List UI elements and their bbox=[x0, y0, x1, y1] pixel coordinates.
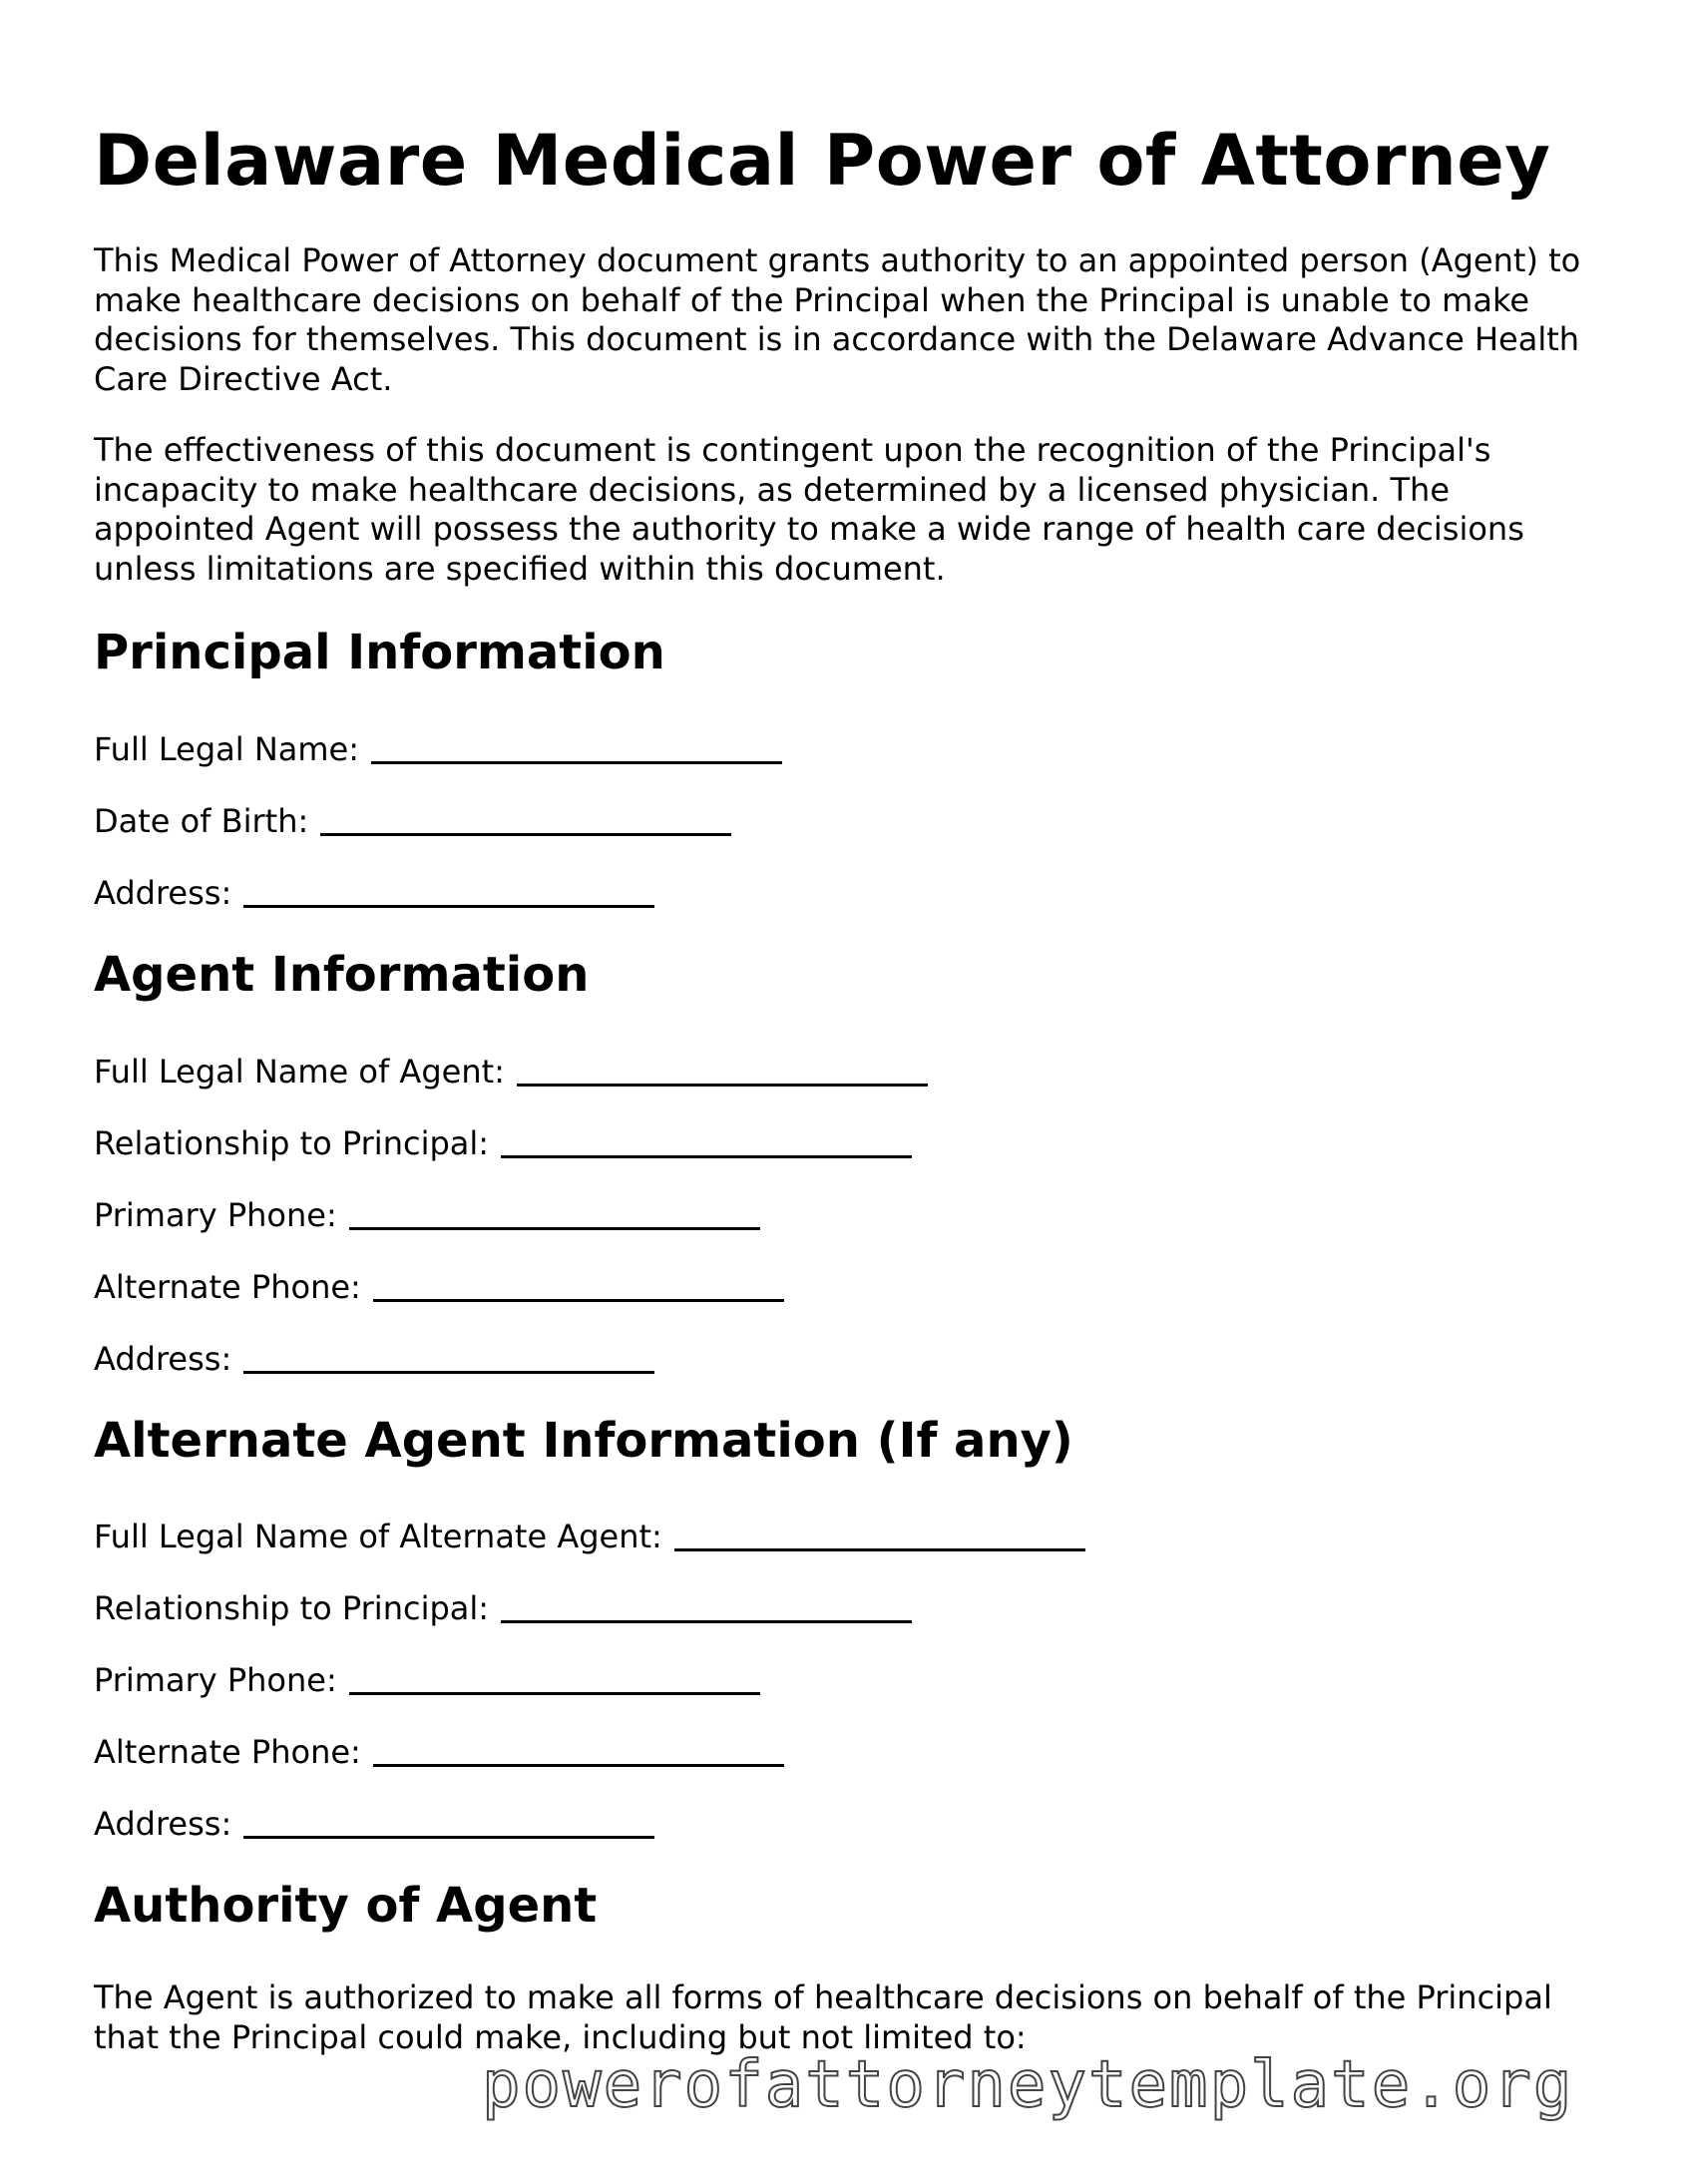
agent-primary-phone-field bbox=[94, 1191, 760, 1235]
fill-in-blank[interactable] bbox=[674, 1517, 1085, 1551]
field-label: Full Legal Name: bbox=[94, 730, 360, 768]
intro-paragraph-2: The effectiveness of this document is contingent upon the recognition of the Principal's incapacity to make healthcare decisions, as determined by a licensed physician. The appointed Agent will possess the authority to make a wide range of health care decisions unless limitations are specified within this document. bbox=[94, 431, 1524, 588]
fill-in-blank[interactable] bbox=[243, 1804, 654, 1839]
fill-in-blank[interactable] bbox=[517, 1052, 928, 1087]
field-label: Address: bbox=[94, 874, 232, 912]
principal-full-name-field bbox=[94, 725, 782, 769]
principal-section-heading: Principal Information bbox=[94, 625, 665, 680]
field-label: Relationship to Principal: bbox=[94, 1124, 490, 1162]
fill-in-blank[interactable] bbox=[243, 873, 654, 908]
fill-in-blank[interactable] bbox=[349, 1195, 760, 1230]
alternate-agent-alternate-phone-field bbox=[94, 1728, 784, 1772]
fill-in-blank[interactable] bbox=[501, 1588, 912, 1623]
field-label: Full Legal Name of Alternate Agent: bbox=[94, 1518, 662, 1555]
authority-section-heading: Authority of Agent bbox=[94, 1878, 598, 1934]
document-title: Delaware Medical Power of Attorney bbox=[94, 120, 1551, 202]
field-label: Primary Phone: bbox=[94, 1661, 337, 1699]
principal-address-field bbox=[94, 869, 654, 913]
field-label: Alternate Phone: bbox=[94, 1268, 361, 1306]
alternate-agent-section-heading: Alternate Agent Information (If any) bbox=[94, 1413, 1073, 1469]
agent-relationship-field bbox=[94, 1119, 912, 1163]
field-label: Relationship to Principal: bbox=[94, 1589, 490, 1627]
principal-dob-field bbox=[94, 797, 731, 841]
agent-address-field bbox=[94, 1335, 654, 1379]
field-label: Full Legal Name of Agent: bbox=[94, 1053, 505, 1091]
fill-in-blank[interactable] bbox=[371, 729, 782, 764]
alternate-agent-address-field bbox=[94, 1800, 654, 1844]
fill-in-blank[interactable] bbox=[320, 801, 731, 836]
fill-in-blank[interactable] bbox=[501, 1123, 912, 1158]
alternate-agent-full-name-field bbox=[94, 1513, 1085, 1556]
agent-full-name-field bbox=[94, 1048, 928, 1092]
field-label: Alternate Phone: bbox=[94, 1733, 361, 1771]
fill-in-blank[interactable] bbox=[349, 1660, 760, 1695]
field-label: Primary Phone: bbox=[94, 1196, 337, 1234]
agent-section-heading: Agent Information bbox=[94, 947, 590, 1003]
intro-paragraph-1: This Medical Power of Attorney document grants authority to an appointed person (Agent) to make healthcare decisions on behalf of the Principal when the Principal is unable to make decisions for themselves. This document is in accordance with the Delaware Advance Health Care Directive Act. bbox=[94, 241, 1581, 398]
alternate-agent-relationship-field bbox=[94, 1584, 912, 1628]
field-label: Date of Birth: bbox=[94, 802, 309, 840]
fill-in-blank[interactable] bbox=[243, 1339, 654, 1374]
fill-in-blank[interactable] bbox=[373, 1267, 784, 1302]
agent-alternate-phone-field bbox=[94, 1263, 784, 1307]
fill-in-blank[interactable] bbox=[373, 1732, 784, 1767]
field-label: Address: bbox=[94, 1805, 232, 1843]
site-watermark: powerofattorneytemplate.org bbox=[482, 2048, 1574, 2122]
alternate-agent-primary-phone-field bbox=[94, 1656, 760, 1700]
authority-paragraph: The Agent is authorized to make all forms of healthcare decisions on behalf of the Principal that the Principal could make, including but not limited to: bbox=[94, 1978, 1552, 2056]
field-label: Address: bbox=[94, 1340, 232, 1378]
